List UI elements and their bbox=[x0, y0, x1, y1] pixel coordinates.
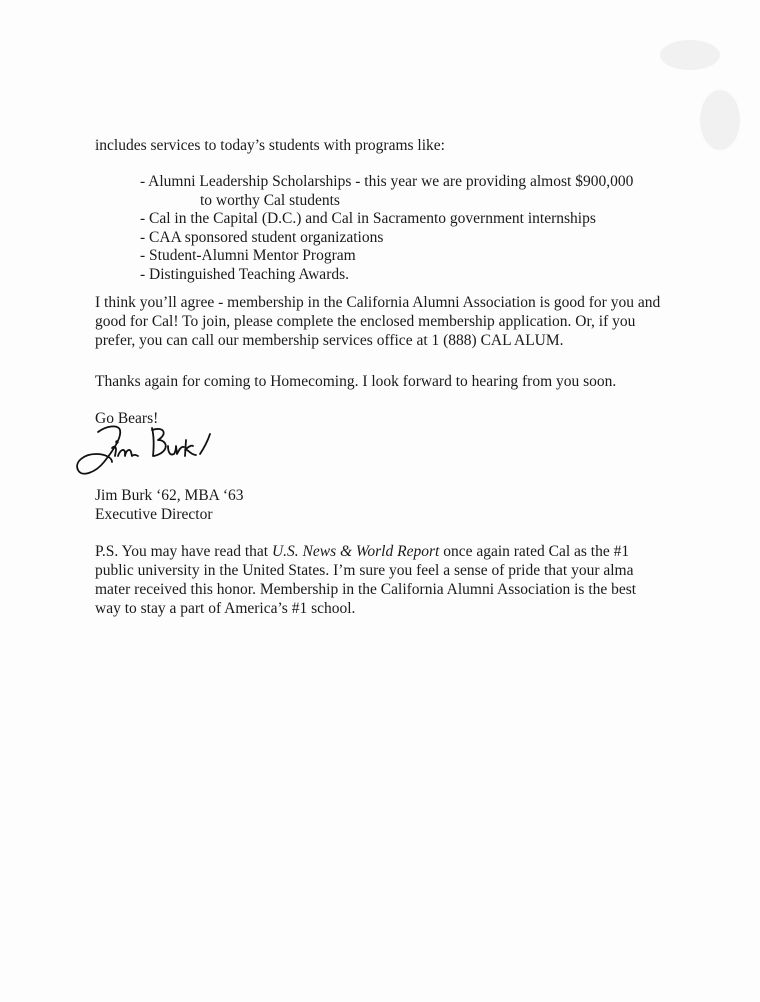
publication-title: U.S. News & World Report bbox=[271, 543, 440, 560]
ps-line: way to stay a part of America’s #1 school. bbox=[95, 600, 356, 617]
ps-text: once again rated Cal as the #1 bbox=[439, 543, 630, 560]
scan-artifact bbox=[700, 90, 740, 150]
list-item-continuation: to worthy Cal students bbox=[200, 191, 340, 209]
program-list bbox=[140, 173, 633, 285]
ps-line: mater received this honor. Membership in the California Alumni Association is the best bbox=[95, 581, 637, 598]
ps-text: P.S. You may have read that bbox=[95, 543, 272, 560]
paragraph-line: good for Cal! To join, please complete the enclosed membership application. Or, if you bbox=[95, 313, 636, 330]
ps-line: public university in the United States. I’m sure you feel a sense of pride that your alma bbox=[95, 562, 634, 579]
postscript bbox=[95, 542, 636, 618]
scan-artifact bbox=[660, 40, 720, 70]
intro-line: includes services to today’s students with programs like: bbox=[95, 137, 445, 154]
ps-line bbox=[95, 542, 636, 561]
paragraph-line: prefer, you can call our membership services office at 1 (888) CAL ALUM. bbox=[95, 332, 564, 349]
list-item: - CAA sponsored student organizations bbox=[140, 228, 384, 246]
list-item: - Student-Alumni Mentor Program bbox=[140, 247, 356, 265]
membership-paragraph bbox=[95, 293, 660, 350]
signer-name: Jim Burk ‘62, MBA ‘63 bbox=[95, 487, 244, 504]
signer-title: Executive Director bbox=[95, 506, 213, 523]
intro-paragraph bbox=[95, 136, 445, 155]
thanks-line: Thanks again for coming to Homecoming. I look forward to hearing from you soon. bbox=[95, 373, 617, 390]
list-item: - Cal in the Capital (D.C.) and Cal in Sacramento government internships bbox=[140, 210, 596, 228]
signer-block bbox=[95, 486, 244, 524]
paragraph-line: I think you’ll agree - membership in the California Alumni Association is good for you and bbox=[95, 294, 661, 311]
handwritten-signature bbox=[68, 418, 228, 493]
list-item: - Distinguished Teaching Awards. bbox=[140, 265, 350, 283]
list-item: - Alumni Leadership Scholarships - this year we are providing almost $900,000 bbox=[140, 173, 634, 190]
thanks-paragraph bbox=[95, 372, 616, 391]
closing-line: Go Bears! bbox=[95, 410, 159, 427]
